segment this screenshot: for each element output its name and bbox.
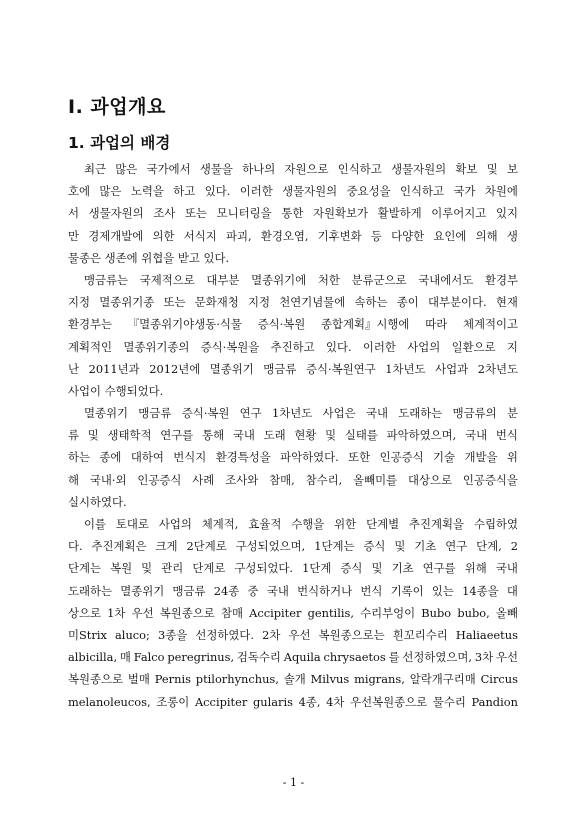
word: 류 bbox=[68, 428, 80, 443]
word: 수리부엉이 bbox=[360, 605, 416, 620]
word: 우선복원종으로 bbox=[350, 694, 428, 709]
word: 국내·외 bbox=[89, 472, 127, 487]
word: 기후변화 bbox=[317, 228, 362, 243]
word: 지정 bbox=[68, 295, 91, 310]
word: 2 bbox=[510, 539, 518, 554]
text-line bbox=[68, 646, 518, 668]
word: chrysaetos bbox=[323, 650, 386, 665]
text-line bbox=[68, 358, 518, 380]
word: 참매 bbox=[220, 605, 243, 620]
word: 증식 bbox=[340, 561, 363, 576]
text-line bbox=[68, 691, 518, 713]
word: 최근 bbox=[84, 162, 107, 176]
section-heading: 1. 과업의 배경 bbox=[68, 134, 171, 152]
word: 중요성을 bbox=[346, 184, 391, 199]
word: 벌매 bbox=[127, 672, 150, 687]
word: 대부분이다. bbox=[428, 295, 487, 310]
word: 수행을 bbox=[291, 517, 325, 531]
word: 다. bbox=[68, 539, 83, 554]
word: Circus bbox=[480, 672, 518, 687]
word: 맹금류는 bbox=[84, 272, 129, 287]
word: Accipiter bbox=[194, 694, 248, 709]
word: 하나의 bbox=[242, 162, 276, 176]
word: 및 bbox=[141, 561, 153, 576]
word: 효율적 bbox=[248, 517, 282, 531]
word: 계획적인 bbox=[68, 339, 113, 354]
word: 참수리, bbox=[305, 472, 343, 487]
word: Bubo bbox=[421, 605, 452, 620]
text-line bbox=[68, 513, 518, 535]
word: albicilla, bbox=[68, 650, 118, 665]
word: 도래 bbox=[263, 428, 286, 443]
word: 물수리 bbox=[432, 694, 466, 709]
text-line bbox=[68, 469, 518, 491]
word: 1단계 bbox=[302, 561, 332, 576]
text-line: 물종은 생존에 위협을 받고 있다. bbox=[68, 250, 230, 265]
word: 구성되었으며, bbox=[235, 539, 306, 554]
word: 연구를 bbox=[422, 561, 456, 576]
word: 검독수리 bbox=[236, 650, 281, 665]
word: 연구 bbox=[445, 539, 468, 554]
text-line: 실시하였다. bbox=[68, 494, 127, 509]
word: 지정 bbox=[248, 295, 271, 310]
text-line bbox=[68, 668, 518, 690]
word: 우선 bbox=[495, 650, 518, 665]
word: 인식하고 bbox=[337, 162, 382, 176]
word: 토대로 bbox=[115, 517, 149, 531]
word: 번식지 bbox=[173, 450, 207, 465]
word: 멸종위기에 bbox=[251, 272, 307, 287]
word: 있지 bbox=[495, 206, 518, 221]
word: 『멸종위기야생동·식물 bbox=[127, 317, 242, 332]
word: 구성되었다. bbox=[234, 561, 294, 576]
word: 단계별 bbox=[366, 517, 400, 531]
word: 선정하였다. bbox=[195, 627, 254, 642]
word: 국내 bbox=[365, 406, 388, 421]
word: 차원에 bbox=[484, 184, 518, 199]
word: 및 bbox=[87, 428, 99, 443]
word: 통해 bbox=[202, 428, 225, 443]
word: 분 bbox=[506, 406, 518, 421]
word: Haliaeetus bbox=[455, 627, 518, 642]
chapter-heading: Ⅰ. 과업개요 bbox=[68, 96, 166, 118]
word: 대상으로 bbox=[408, 472, 453, 487]
word: 하는 bbox=[68, 450, 91, 465]
text-line bbox=[68, 424, 518, 446]
text-line bbox=[68, 313, 518, 335]
word: 증식·복원연구 bbox=[306, 361, 376, 376]
word: 솔개 bbox=[283, 672, 306, 687]
word: 멸종위기 bbox=[120, 583, 165, 598]
word: 있다. bbox=[204, 184, 231, 199]
word: 멸종위기 bbox=[84, 406, 129, 421]
text-line bbox=[68, 225, 518, 247]
word: 우선 bbox=[131, 605, 154, 620]
word: 사업의 bbox=[158, 517, 192, 531]
word: 이를 bbox=[84, 517, 107, 531]
word: aluco; bbox=[115, 627, 150, 642]
word: 3종을 bbox=[157, 627, 188, 642]
word: 멸종위기종 bbox=[99, 295, 155, 310]
word: 증식·복원을 bbox=[200, 339, 260, 354]
word: 있는 bbox=[431, 583, 454, 598]
word: 번식 bbox=[360, 583, 383, 598]
word: 파악하였으며, bbox=[386, 428, 457, 443]
word: 생물자원의 bbox=[391, 162, 447, 176]
word: 대부분 bbox=[206, 272, 240, 287]
word: 파괴, bbox=[225, 228, 252, 243]
word: 노력을 bbox=[130, 184, 164, 199]
word: 많은 bbox=[115, 162, 138, 176]
word: 맹금류 bbox=[263, 361, 297, 376]
word: 올빼 bbox=[495, 605, 518, 620]
text-line: 사업이 수행되었다. bbox=[68, 383, 164, 398]
word: 위해 bbox=[464, 561, 487, 576]
text-line bbox=[68, 158, 518, 180]
word: 경제개발에 bbox=[88, 228, 144, 243]
word: 단계, bbox=[476, 539, 502, 554]
word: 4종, bbox=[298, 694, 321, 709]
word: 국제적으로 bbox=[139, 272, 195, 287]
word: 우선 bbox=[288, 627, 311, 642]
word: 국가에서 bbox=[146, 162, 191, 176]
word: 만 bbox=[68, 228, 80, 243]
word: 증식·복원 bbox=[257, 317, 306, 332]
word: 참매, bbox=[269, 472, 295, 487]
word: 난 bbox=[68, 361, 80, 376]
word: 2차년도 bbox=[477, 361, 518, 376]
word: 국내 bbox=[232, 428, 255, 443]
word: 조사와 bbox=[225, 472, 259, 487]
body-text bbox=[68, 158, 518, 713]
word: 의한 bbox=[152, 228, 175, 243]
word: 등 bbox=[370, 228, 382, 243]
word: 추진계획은 bbox=[91, 539, 147, 554]
word: 활발하게 bbox=[377, 206, 422, 221]
word: Pernis bbox=[154, 672, 191, 687]
text-line bbox=[68, 402, 518, 424]
word: gularis bbox=[252, 694, 293, 709]
word: 종에 bbox=[99, 450, 122, 465]
word: 자원확보가 bbox=[312, 206, 368, 221]
word: 또한 bbox=[348, 450, 371, 465]
text-line bbox=[68, 202, 518, 224]
word: 체계적이고 bbox=[462, 317, 518, 332]
word: 일환으로 bbox=[451, 339, 496, 354]
word: 단계로 bbox=[192, 561, 226, 576]
word: 번식 bbox=[495, 428, 518, 443]
word: 국내에서도 bbox=[418, 272, 474, 287]
word: 맹금류 bbox=[138, 406, 172, 421]
word: 천연기념물에 bbox=[279, 295, 346, 310]
word: 분류군으로 bbox=[351, 272, 407, 287]
word: 종합계획』시행에 bbox=[321, 317, 410, 332]
word: 인공증식을 bbox=[462, 472, 518, 487]
word: 증식·복원 bbox=[181, 406, 230, 421]
word: Aquila bbox=[283, 650, 321, 665]
text-line bbox=[68, 446, 518, 468]
word: 매 bbox=[119, 650, 131, 665]
text-line bbox=[68, 557, 518, 579]
word: 환경오염, bbox=[260, 228, 309, 243]
word: 처한 bbox=[317, 272, 340, 287]
word: 중 bbox=[247, 583, 259, 598]
text-line bbox=[68, 291, 518, 313]
word: 의해 bbox=[475, 228, 498, 243]
text-line bbox=[68, 269, 518, 291]
word: 호에 bbox=[68, 184, 91, 199]
word: 서식지 bbox=[183, 228, 217, 243]
word: 멸종위기 bbox=[209, 361, 254, 376]
word: 이러한 bbox=[239, 184, 273, 199]
word: 현재 bbox=[495, 295, 518, 310]
word: 대 bbox=[506, 583, 518, 598]
word: 지 bbox=[506, 339, 518, 354]
word: 위한 bbox=[334, 517, 357, 531]
word: 추진하고 bbox=[270, 339, 315, 354]
word: migrans, bbox=[354, 672, 405, 687]
word: 인공증식 bbox=[137, 472, 182, 487]
word: gentilis, bbox=[307, 605, 354, 620]
word: 멸종위기종의 bbox=[123, 339, 190, 354]
word: 하고 bbox=[173, 184, 196, 199]
word: 이루어지고 bbox=[431, 206, 487, 221]
word: 조사 bbox=[153, 206, 176, 221]
word: ptilorhynchus, bbox=[195, 672, 279, 687]
word: 파악하였다. bbox=[280, 450, 339, 465]
word: 1차년도 bbox=[385, 361, 426, 376]
word: 있다. bbox=[325, 339, 352, 354]
word: 인식하고 bbox=[400, 184, 445, 199]
word: 보 bbox=[506, 162, 518, 176]
word: 및 bbox=[371, 561, 383, 576]
word: 생태학적 bbox=[107, 428, 152, 443]
text-line bbox=[68, 580, 518, 602]
word: 개발을 bbox=[464, 450, 498, 465]
word: 크게 bbox=[155, 539, 178, 554]
word: 수립하였 bbox=[473, 517, 518, 531]
word: 사업과 bbox=[435, 361, 469, 376]
word: 증식 bbox=[363, 539, 386, 554]
word: 생물자원의 bbox=[88, 206, 144, 221]
word: 추진계획을 bbox=[409, 517, 465, 531]
word: 1차 bbox=[107, 605, 126, 620]
word: 사업은 bbox=[322, 406, 356, 421]
word: 대하여 bbox=[130, 450, 164, 465]
text-line bbox=[68, 602, 518, 624]
word: bubo, bbox=[457, 605, 490, 620]
word: 맹금류 bbox=[172, 583, 206, 598]
word: 연구를 bbox=[160, 428, 194, 443]
word: 기초 bbox=[391, 561, 414, 576]
word: 모니터링을 bbox=[216, 206, 272, 221]
word: 관리 bbox=[161, 561, 184, 576]
word: 통한 bbox=[281, 206, 304, 221]
word: 흰꼬리수리 bbox=[392, 627, 448, 642]
word: 2차 bbox=[262, 627, 281, 642]
word: 환경부 bbox=[484, 272, 518, 287]
word: 현황 bbox=[294, 428, 317, 443]
word: 문화재청 bbox=[194, 295, 239, 310]
word: 24종 bbox=[213, 583, 240, 598]
word: 환경특성을 bbox=[215, 450, 271, 465]
word: 확보 bbox=[455, 162, 478, 176]
word: 도래하는 bbox=[398, 406, 443, 421]
word: 다양한 bbox=[391, 228, 425, 243]
word: 환경부는 bbox=[68, 317, 113, 332]
text-line bbox=[68, 535, 518, 557]
word: 생 bbox=[506, 228, 518, 243]
word: 번식하거나 bbox=[297, 583, 353, 598]
word: 및 bbox=[325, 428, 337, 443]
word: 자원으로 bbox=[284, 162, 329, 176]
word: Pandion bbox=[471, 694, 518, 709]
word: 이러한 bbox=[362, 339, 396, 354]
word: 2012년에 bbox=[149, 361, 201, 376]
word: 복원종으로는 bbox=[318, 627, 385, 642]
word: 2단계로 bbox=[186, 539, 227, 554]
word: 기술 bbox=[433, 450, 456, 465]
text-line bbox=[68, 336, 518, 358]
word: 사업의 bbox=[407, 339, 441, 354]
word: 많은 bbox=[99, 184, 122, 199]
word: 를 bbox=[388, 650, 400, 665]
word: 국가 bbox=[453, 184, 476, 199]
word: 서 bbox=[68, 206, 80, 221]
word: 1단계는 bbox=[314, 539, 355, 554]
word: 국내 bbox=[266, 583, 289, 598]
word: 생물자원의 bbox=[282, 184, 338, 199]
word: 연구 bbox=[239, 406, 262, 421]
word: 속하는 bbox=[354, 295, 388, 310]
word: 실태를 bbox=[344, 428, 378, 443]
word: 인공증식 bbox=[379, 450, 424, 465]
word: 요인에 bbox=[433, 228, 467, 243]
word: 선정하였으며, bbox=[402, 650, 473, 665]
word: 따라 bbox=[425, 317, 448, 332]
word: 체계적, bbox=[201, 517, 239, 531]
word: 기초 bbox=[414, 539, 437, 554]
word: 복원종으로 bbox=[159, 605, 215, 620]
word: 기록이 bbox=[390, 583, 424, 598]
word: 국내 bbox=[465, 428, 488, 443]
page-number: - 1 - bbox=[282, 776, 305, 789]
word: 또는 bbox=[163, 295, 186, 310]
word: melanoleucos, bbox=[68, 694, 151, 709]
word: 3차 bbox=[474, 650, 494, 665]
word: 및 bbox=[486, 162, 498, 176]
word: 생물을 bbox=[199, 162, 233, 176]
word: 단계는 bbox=[68, 561, 102, 576]
word: 올빼미를 bbox=[353, 472, 398, 487]
word: 및 bbox=[394, 539, 406, 554]
word: Milvus bbox=[310, 672, 350, 687]
word: 국내 bbox=[495, 561, 518, 576]
word: 또는 bbox=[184, 206, 207, 221]
word: 조롱이 bbox=[156, 694, 190, 709]
word: 복원종으로 bbox=[68, 672, 124, 687]
word: 1차년도 bbox=[272, 406, 313, 421]
word: 종이 bbox=[396, 295, 419, 310]
word: 4차 bbox=[326, 694, 345, 709]
word: 14종을 bbox=[462, 583, 499, 598]
text-line bbox=[68, 180, 518, 202]
word: 미Strix bbox=[68, 627, 107, 642]
word: 해 bbox=[68, 472, 80, 487]
word: 위 bbox=[506, 450, 518, 465]
word: 2011년과 bbox=[88, 361, 140, 376]
word: 복원 bbox=[110, 561, 133, 576]
word: peregrinus, bbox=[167, 650, 235, 665]
word: 알락개구리매 bbox=[409, 672, 476, 687]
word: Falco bbox=[133, 650, 165, 665]
word: Accipiter bbox=[249, 605, 302, 620]
word: 상으로 bbox=[68, 605, 102, 620]
word: 도래하는 bbox=[68, 583, 113, 598]
word: 사례 bbox=[192, 472, 215, 487]
text-line bbox=[68, 624, 518, 646]
word: 맹금류의 bbox=[452, 406, 497, 421]
